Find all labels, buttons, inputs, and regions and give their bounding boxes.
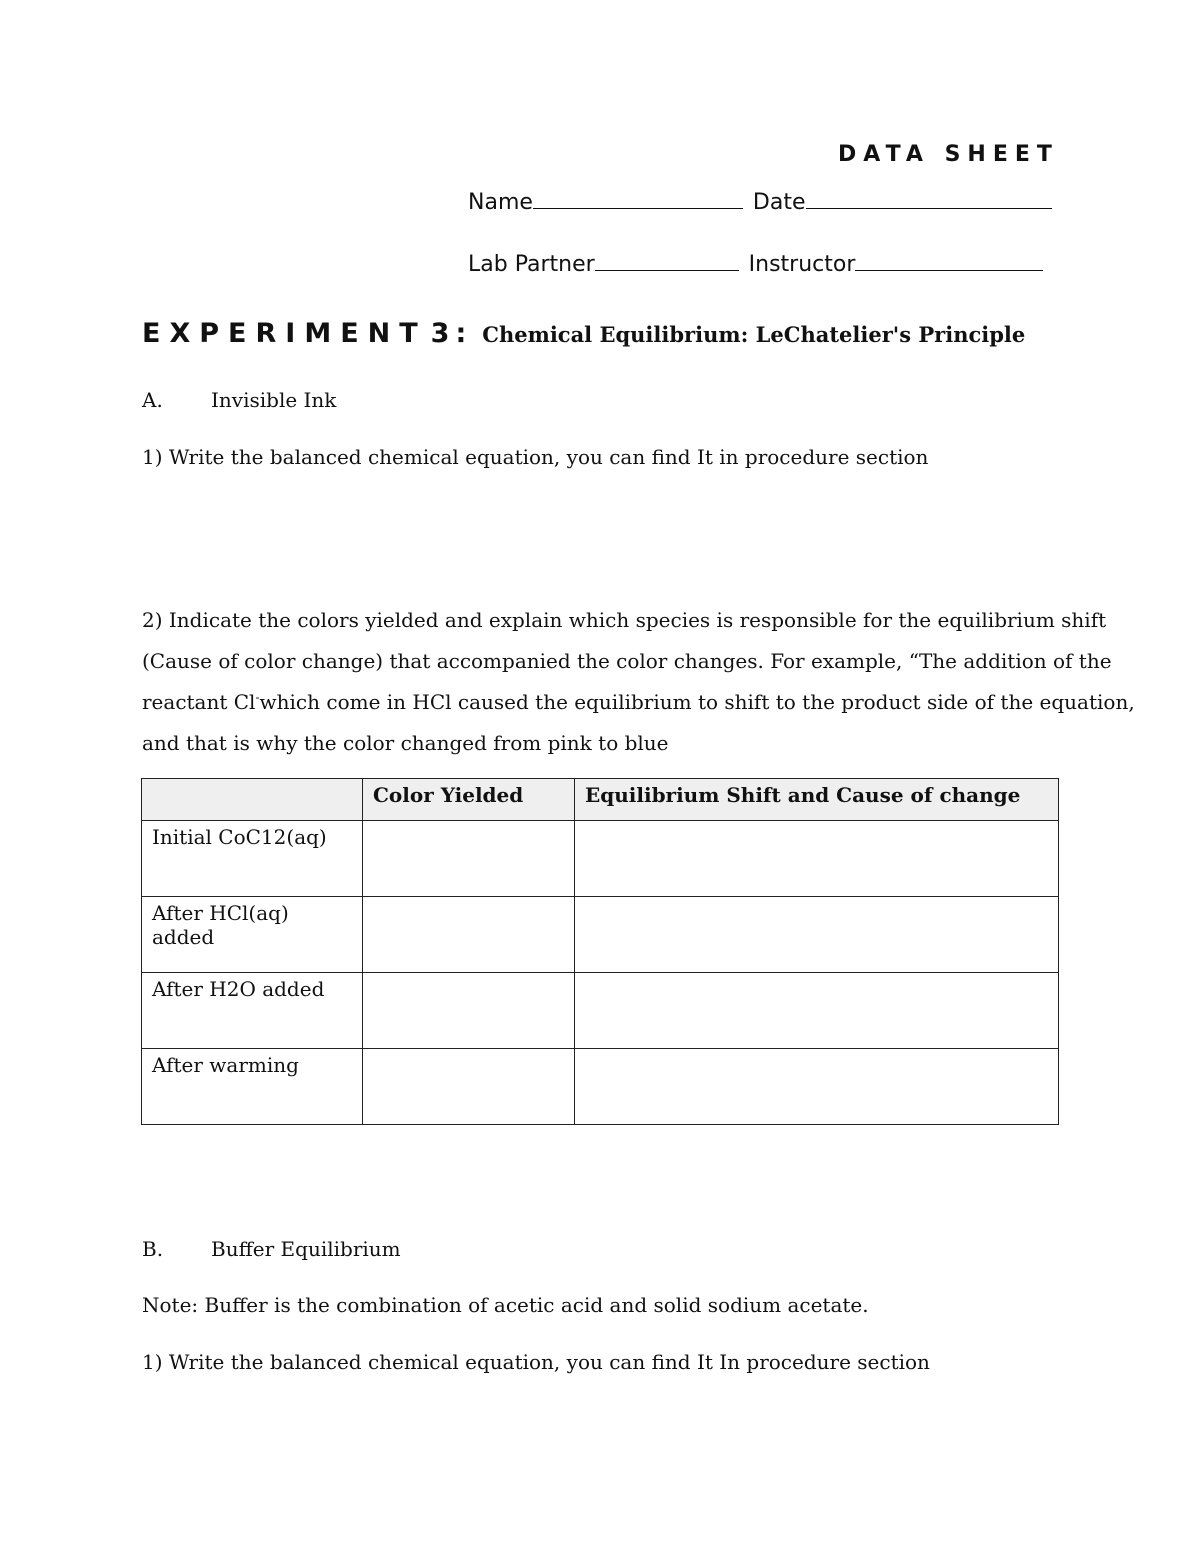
data-sheet-title: DATA SHEET — [838, 142, 1059, 167]
color-yielded-cell[interactable] — [363, 821, 575, 897]
lab-partner-blank[interactable] — [595, 250, 739, 271]
section-b-letter: B. — [142, 1237, 164, 1261]
row-label: After warming — [142, 1049, 363, 1125]
section-a-title: Invisible Ink — [211, 388, 337, 412]
row-label: After HCl(aq) added — [142, 897, 363, 973]
question-2-line: reactant Cl-which come in HCl caused the equilibrium to shift to the product side of the equation, — [142, 690, 1135, 714]
equilibrium-shift-cell[interactable] — [575, 1049, 1059, 1125]
row-label: Initial CoC12(aq) — [142, 821, 363, 897]
question-2-line: (Cause of color change) that accompanied the color changes. For example, “The addition of the — [142, 649, 1112, 673]
results-table — [141, 778, 1059, 1125]
question-2-line: 2) Indicate the colors yielded and explain which species is responsible for the equilibrium shift — [142, 608, 1107, 632]
table-row — [142, 1049, 1059, 1125]
table-row — [142, 973, 1059, 1049]
table-row — [142, 897, 1059, 973]
section-a-letter: A. — [142, 388, 163, 412]
name-blank[interactable] — [533, 188, 743, 209]
table-header-cell — [142, 779, 363, 821]
name-label: Name — [468, 190, 533, 215]
table-header-cell: Equilibrium Shift and Cause of change — [575, 779, 1059, 821]
table-header-row — [142, 779, 1059, 821]
experiment-title: Chemical Equilibrium: LeChatelier's Principle — [482, 322, 1026, 347]
name-date-row — [468, 188, 1052, 215]
equilibrium-shift-cell[interactable] — [575, 821, 1059, 897]
color-yielded-cell[interactable] — [363, 897, 575, 973]
experiment-number: 3: — [430, 318, 473, 349]
section-a-question-2 — [142, 600, 1135, 764]
section-b-note: Note: Buffer is the combination of acetic acid and solid sodium acetate. — [142, 1293, 869, 1317]
question-2-line: and that is why the color changed from pink to blue — [142, 731, 669, 755]
date-label: Date — [752, 190, 806, 215]
partner-instructor-row — [468, 250, 1043, 277]
row-label: After H2O added — [142, 973, 363, 1049]
experiment-heading — [142, 318, 1025, 349]
section-a-heading — [142, 388, 336, 412]
section-a-question-1: 1) Write the balanced chemical equation, you can find It in procedure section — [142, 445, 929, 469]
date-blank[interactable] — [806, 188, 1052, 209]
color-yielded-cell[interactable] — [363, 973, 575, 1049]
equilibrium-shift-cell[interactable] — [575, 897, 1059, 973]
section-b-title: Buffer Equilibrium — [211, 1237, 401, 1261]
experiment-label: EXPERIMENT — [142, 318, 427, 349]
section-b-heading — [142, 1237, 401, 1261]
lab-partner-label: Lab Partner — [468, 252, 595, 277]
instructor-label: Instructor — [748, 252, 856, 277]
section-b-question-1: 1) Write the balanced chemical equation, you can find It In procedure section — [142, 1350, 930, 1374]
table-header-cell: Color Yielded — [363, 779, 575, 821]
instructor-blank[interactable] — [855, 250, 1043, 271]
equilibrium-shift-cell[interactable] — [575, 973, 1059, 1049]
table-row — [142, 821, 1059, 897]
color-yielded-cell[interactable] — [363, 1049, 575, 1125]
